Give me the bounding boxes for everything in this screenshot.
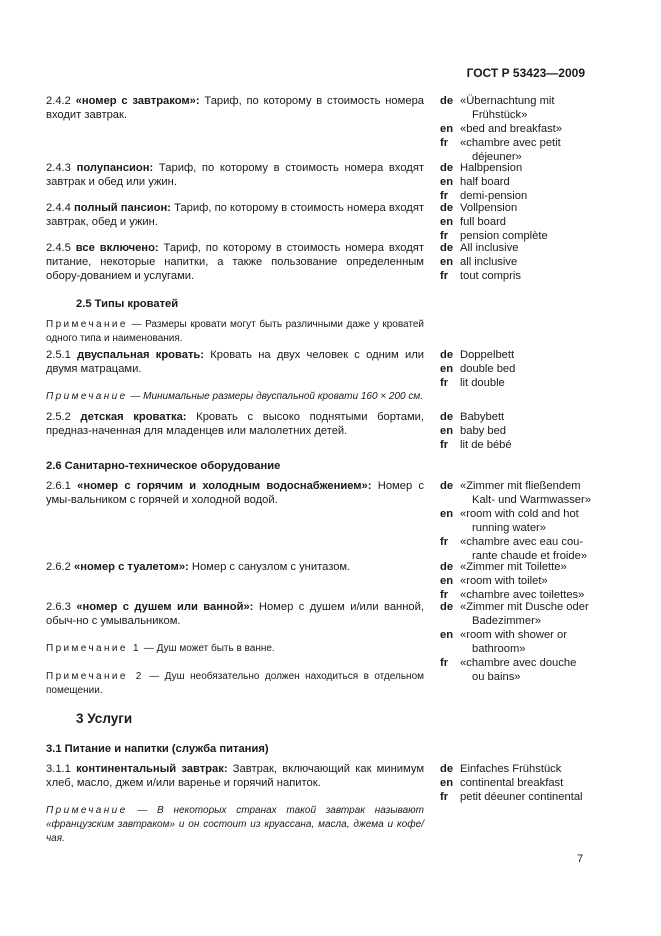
language-code: en: [440, 216, 454, 228]
term-number: 2.4.5: [46, 242, 71, 254]
equivalent-de-row: [440, 241, 600, 255]
language-code: en: [440, 256, 454, 268]
language-code: en: [440, 777, 454, 789]
language-code: en: [440, 508, 454, 520]
term-entry-2-6-1: [46, 479, 424, 507]
equivalent-de-row: [440, 614, 600, 628]
language-code: [440, 493, 460, 507]
term-number: 2.6.1: [46, 480, 71, 492]
equivalents-2-5-1: [440, 348, 600, 390]
equivalent-en-row: [440, 574, 600, 588]
equivalent-term: «room with toilet»: [460, 575, 548, 587]
equivalent-term: «bed and breakfast»: [460, 123, 563, 135]
term-definition: Кровать с высоко поднятыми бортами, предназ-наченная для младенцев или малолетних детей.: [46, 411, 425, 437]
term-entry-2-4-2: [46, 94, 424, 122]
equivalents-2-4-4: [440, 201, 600, 243]
term-entry-2-4-3: [46, 161, 424, 189]
equivalent-term: Doppelbett: [460, 349, 515, 361]
equivalent-term: running water»: [472, 522, 547, 534]
term-entry-2-6-3: [46, 600, 424, 628]
document-header: ГОСТ Р 53423—2009: [466, 66, 585, 80]
language-code: fr: [440, 536, 449, 548]
term-definition: Завтрак, включающий как минимум хлеб, масло, джем и/или варенье и горячий напиток.: [46, 763, 425, 789]
language-code: [440, 521, 460, 535]
equivalent-term: «room with cold and hot: [460, 508, 579, 520]
note-label: Примечание 1: [46, 643, 142, 654]
note-3-1-1: [46, 804, 424, 846]
equivalents-2-4-2: [440, 94, 600, 164]
equivalent-term: petit déeuner continental: [460, 791, 583, 803]
equivalent-term: Badezimmer»: [472, 615, 542, 627]
term-number: 2.6.3: [46, 601, 71, 613]
equivalent-term: lit double: [460, 377, 505, 389]
equivalent-de-row: [440, 201, 600, 215]
equivalent-fr-row: [440, 670, 600, 684]
language-code: de: [440, 242, 454, 254]
equivalent-term: Frühstück»: [472, 109, 528, 121]
note-label: Примечание: [46, 391, 128, 402]
term-name: «номер с туалетом»:: [74, 561, 189, 573]
equivalent-en-row: [440, 362, 600, 376]
term-name: полупансион:: [76, 162, 154, 174]
equivalent-term: lit de bébé: [460, 439, 512, 451]
language-code: en: [440, 123, 454, 135]
equivalent-en-row: [440, 521, 600, 535]
language-code: [440, 642, 460, 656]
equivalent-en-row: [440, 642, 600, 656]
term-name: «номер с горячим и холодным водоснабжением»:: [77, 480, 372, 492]
language-code: fr: [440, 791, 449, 803]
equivalent-term: «Zimmer mit Toilette»: [460, 561, 567, 573]
section-heading-3-1: 3.1 Питание и напитки (служба питания): [46, 743, 269, 755]
term-entry-2-5-1: [46, 348, 424, 376]
equivalent-term: continental breakfast: [460, 777, 564, 789]
language-code: fr: [440, 439, 449, 451]
equivalent-en-row: [440, 507, 600, 521]
term-definition: Кровать на двух человек с одним или двумя матрацами.: [46, 349, 425, 375]
equivalent-de-row: [440, 410, 600, 424]
term-name: «номер с завтраком»:: [75, 95, 200, 107]
term-entry-2-6-2: [46, 560, 424, 574]
term-name: детская кроватка:: [80, 411, 187, 423]
language-code: en: [440, 363, 454, 375]
note-text: — Размеры кровати могут быть различными даже у кроватей одного типа и наименования.: [46, 319, 425, 344]
language-code: de: [440, 601, 454, 613]
equivalent-de-row: [440, 161, 600, 175]
equivalent-term: Einfaches Frühstück: [460, 763, 562, 775]
equivalent-fr-row: [440, 535, 600, 549]
term-name: полный пансион:: [74, 202, 171, 214]
equivalent-term: full board: [460, 216, 507, 228]
language-code: [440, 614, 460, 628]
equivalents-2-4-3: [440, 161, 600, 203]
equivalent-fr-row: [440, 269, 600, 283]
term-name: континентальный завтрак:: [76, 763, 228, 775]
note-text: — В некоторых странах такой завтрак называют «французским завтраком» и он состоит из круассана, масла, джема и кофе/чая.: [46, 805, 424, 844]
language-code: [440, 670, 460, 684]
equivalent-fr-row: [440, 438, 600, 452]
term-definition: Тариф, по которому в стоимость номера входят питание, некоторые напитки, а также пользование определенным обору-дованием и услугами.: [46, 242, 424, 282]
language-code: en: [440, 575, 454, 587]
term-entry-2-4-4: [46, 201, 424, 229]
equivalent-fr-row: [440, 790, 600, 804]
language-code: fr: [440, 589, 449, 601]
language-code: en: [440, 176, 454, 188]
term-number: 3.1.1: [46, 763, 71, 775]
language-code: de: [440, 162, 454, 174]
equivalents-2-5-2: [440, 410, 600, 452]
equivalent-term: «chambre avec petit: [460, 137, 561, 149]
note-2-5: [46, 318, 424, 346]
language-code: fr: [440, 377, 449, 389]
language-code: de: [440, 95, 454, 107]
language-code: en: [440, 425, 454, 437]
equivalent-en-row: [440, 776, 600, 790]
language-code: de: [440, 202, 454, 214]
language-code: fr: [440, 230, 449, 242]
term-definition: Тариф, по которому в стоимость номера входит завтрак.: [46, 95, 425, 121]
equivalent-term: Vollpension: [460, 202, 518, 214]
term-definition: Номер с санузлом с унитазом.: [191, 561, 351, 573]
equivalent-term: demi-pension: [460, 190, 528, 202]
page-number: 7: [577, 853, 584, 865]
equivalent-term: «chambre avec eau cou-: [460, 536, 584, 548]
section-heading-2-6: 2.6 Санитарно-техническое оборудование: [46, 460, 281, 472]
section-heading-2-5: 2.5 Типы кроватей: [76, 298, 179, 310]
equivalent-de-row: [440, 560, 600, 574]
equivalent-fr-row: [440, 136, 600, 150]
language-code: de: [440, 763, 454, 775]
equivalent-de-row: [440, 493, 600, 507]
equivalent-en-row: [440, 122, 600, 136]
term-number: 2.5.2: [46, 411, 71, 423]
equivalent-en-row: [440, 175, 600, 189]
equivalents-2-4-5: [440, 241, 600, 283]
term-entry-2-5-2: [46, 410, 424, 438]
language-code: de: [440, 480, 454, 492]
term-number: 2.4.2: [46, 95, 71, 107]
note-text: — Минимальные размеры двуспальной кровати 160 × 200 см.: [130, 391, 423, 402]
term-number: 2.6.2: [46, 561, 71, 573]
equivalent-de-row: [440, 108, 600, 122]
language-code: fr: [440, 137, 449, 149]
term-number: 2.4.3: [46, 162, 71, 174]
equivalent-fr-row: [440, 376, 600, 390]
note-text: — Душ может быть в ванне.: [143, 643, 275, 654]
note-label: Примечание 2: [46, 671, 144, 682]
note-2-6-3-2: [46, 670, 424, 698]
language-code: en: [440, 629, 454, 641]
note-label: Примечание: [46, 805, 128, 816]
equivalent-term: pension complète: [460, 230, 548, 242]
equivalent-term: bathroom»: [472, 643, 526, 655]
term-entry-3-1-1: [46, 762, 424, 790]
equivalent-fr-row: [440, 656, 600, 670]
equivalent-term: Kalt- und Warmwasser»: [472, 494, 591, 506]
equivalents-2-6-1: [440, 479, 600, 563]
language-code: de: [440, 561, 454, 573]
note-label: Примечание: [46, 319, 128, 330]
equivalents-2-6-2: [440, 560, 600, 602]
equivalent-term: all inclusive: [460, 256, 518, 268]
language-code: [440, 108, 460, 122]
term-definition: Номер с душем и/или ванной, обыч-но с умывальником.: [46, 601, 424, 627]
language-code: de: [440, 411, 454, 423]
equivalent-term: Babybett: [460, 411, 505, 423]
equivalent-de-row: [440, 762, 600, 776]
equivalent-de-row: [440, 348, 600, 362]
equivalent-de-row: [440, 600, 600, 614]
equivalent-de-row: [440, 94, 600, 108]
equivalent-term: «chambre avec toilettes»: [460, 589, 585, 601]
note-text: — Душ необязательно должен находиться в отдельном помещении.: [46, 671, 425, 696]
note-2-6-3-1: [46, 642, 424, 656]
equivalent-term: All inclusive: [460, 242, 519, 254]
equivalent-term: déjeuner»: [472, 151, 522, 163]
term-number: 2.4.4: [46, 202, 71, 214]
term-entry-2-4-5: [46, 241, 424, 283]
equivalent-en-row: [440, 255, 600, 269]
equivalent-term: Halbpension: [460, 162, 523, 174]
section-heading-3: 3 Услуги: [76, 711, 133, 726]
language-code: fr: [440, 190, 449, 202]
equivalent-term: rante chaude et froide»: [472, 550, 588, 562]
term-definition: Номер с умы-вальником с горячей и холодной водой.: [46, 480, 425, 506]
equivalent-en-row: [440, 424, 600, 438]
equivalent-de-row: [440, 479, 600, 493]
language-code: de: [440, 349, 454, 361]
term-name: «номер с душем или ванной»:: [76, 601, 254, 613]
equivalent-term: «chambre avec douche: [460, 657, 577, 669]
term-definition: Тариф, по которому в стоимость номера входят завтрак, обед и ужин.: [46, 202, 425, 228]
term-definition: Тариф, по которому в стоимость номера входят завтрак и обед или ужин.: [46, 162, 425, 188]
language-code: fr: [440, 270, 449, 282]
equivalent-term: double bed: [460, 363, 516, 375]
equivalent-term: ou bains»: [472, 671, 521, 683]
equivalent-term: «Zimmer mit fließendem: [460, 480, 581, 492]
equivalent-en-row: [440, 628, 600, 642]
term-name: двуспальная кровать:: [77, 349, 205, 361]
equivalent-term: «Zimmer mit Dusche oder: [460, 601, 589, 613]
term-number: 2.5.1: [46, 349, 71, 361]
equivalent-term: baby bed: [460, 425, 507, 437]
equivalent-term: half board: [460, 176, 510, 188]
equivalents-2-6-3: [440, 600, 600, 684]
note-2-5-1: [46, 390, 424, 404]
equivalent-en-row: [440, 215, 600, 229]
equivalent-term: tout compris: [460, 270, 521, 282]
equivalent-term: «Übernachtung mit: [460, 95, 555, 107]
equivalent-term: «room with shower or: [460, 629, 567, 641]
equivalents-3-1-1: [440, 762, 600, 804]
language-code: fr: [440, 657, 449, 669]
term-name: все включено:: [75, 242, 159, 254]
